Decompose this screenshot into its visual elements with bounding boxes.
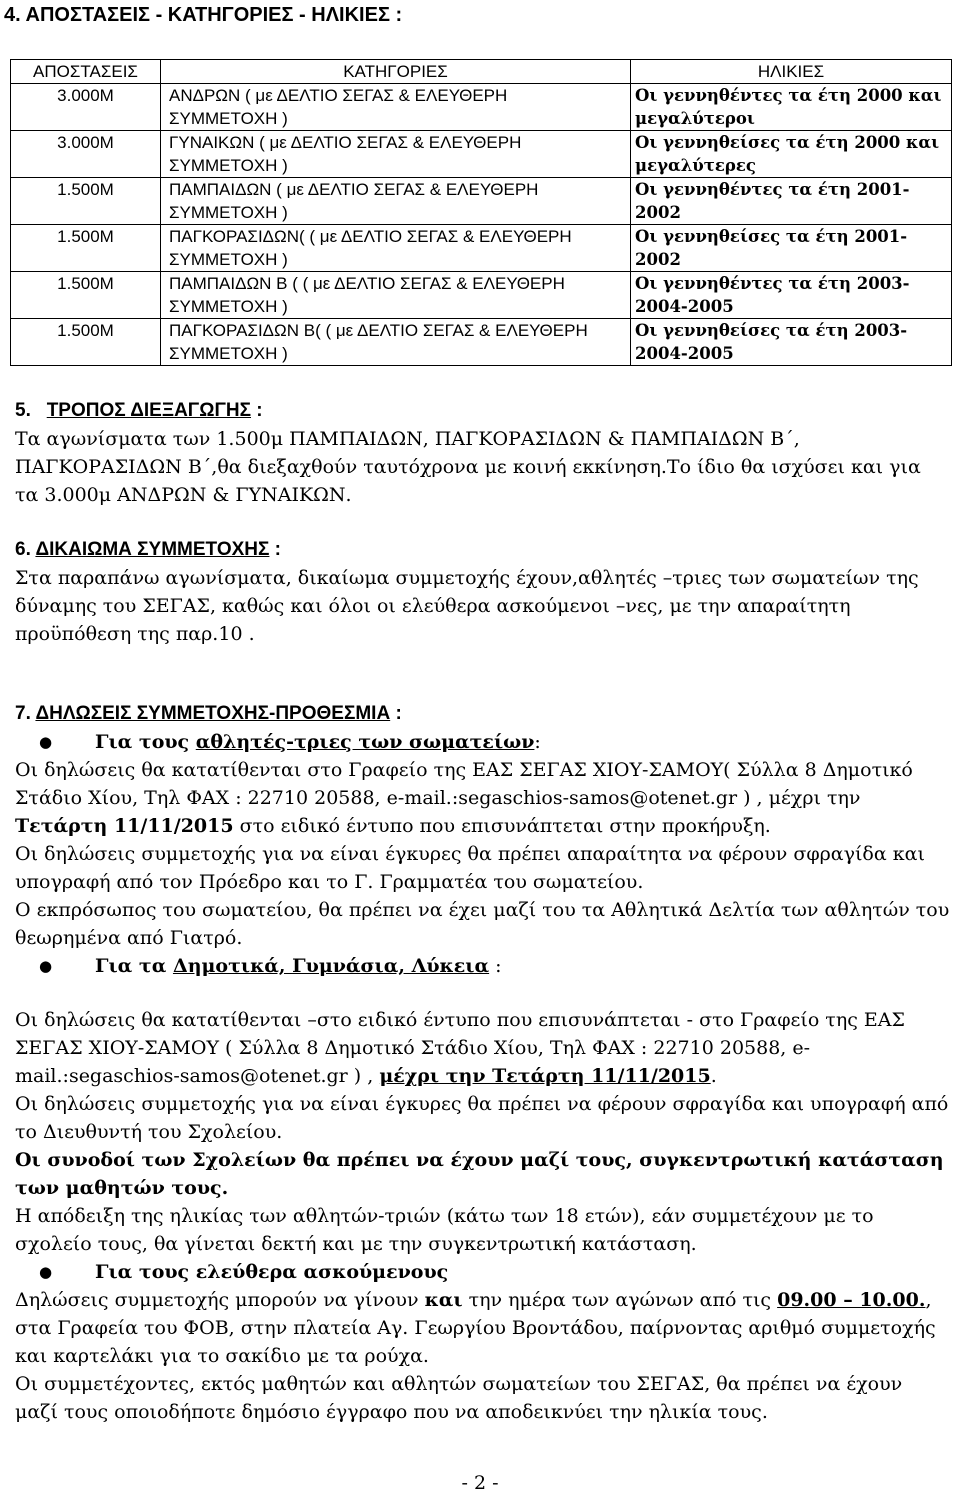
- header-categories: ΚΑΤΗΓΟΡΙΕΣ: [161, 60, 631, 84]
- row-distance: 1.500Μ: [11, 178, 161, 225]
- row-category: ΠΑΜΠΑΙΔΩΝ ( με ΔΕΛΤΙΟ ΣΕΓΑΣ & ΕΛΕΥΘΕΡΗ ΣΥΜΜΕΤΟΧΗ ): [161, 178, 631, 225]
- row-distance: 1.500Μ: [11, 319, 161, 366]
- row-distance: 3.000Μ: [11, 84, 161, 131]
- row-distance: 3.000Μ: [11, 131, 161, 178]
- schools-age-proof-text: Η απόδειξη της ηλικίας των αθλητών-τριών (κάτω των 18 ετών), εάν συμμετέχουν με το σχολείο τους, θα γίνεται δεκτή και με την συγκεντρωτική κατάσταση.: [15, 1205, 874, 1255]
- schools-submission-text: Οι δηλώσεις θα κατατίθενται –στο ειδικό έντυπο που επισυνάπτεται - στο Γραφείο της ΕΑΣ ΣΕΓΑΣ ΧΙΟΥ-ΣΑΜΟΥ ( Σύλλα 8 Δημοτικό Στάδιο Χίου, Τηλ ΦΑΧ : 22710 20588, e-mail.:segaschios-samos@otenet.gr ) , μέχρι την Τετάρτη 11/11/2015.: [15, 1009, 905, 1087]
- free-athletes-id-text: Οι συμμετέχοντες, εκτός μαθητών και αθλητών σωματείων του ΣΕΓΑΣ, θα πρέπει να έχουν μαζί τους οποιοδήποτε δημόσιο έγγραφο που να αποδεικνύει την ηλικία τους.: [15, 1373, 903, 1423]
- row-category: ΑΝΔΡΩΝ ( με ΔΕΛΤΙΟ ΣΕΓΑΣ & ΕΛΕΥΘΕΡΗ ΣΥΜΜΕΤΟΧΗ ): [161, 84, 631, 131]
- table-row: [11, 84, 952, 131]
- section-7: [15, 700, 950, 1426]
- section-6-body: Στα παραπάνω αγωνίσματα, δικαίωμα συμμετοχής έχουν,αθλητές –τριες των σωματείων της δύναμης του ΣΕΓΑΣ, καθώς και όλοι οι ελεύθερα ασκούμενοι –νες, με την απαραίτητη προϋπόθεση της παρ.10 .: [15, 567, 919, 645]
- schools-validity-text: Οι δηλώσεις συμμετοχής για να είναι έγκυρες θα πρέπει να φέρουν σφραγίδα και υπογραφή από το Διευθυντή του Σχολείου.: [15, 1093, 949, 1143]
- schools-deadline: μέχρι την Τετάρτη 11/11/2015: [379, 1065, 711, 1087]
- row-distance: 1.500Μ: [11, 225, 161, 272]
- table-row: [11, 178, 952, 225]
- row-ages: Οι γεννηθείσες τα έτη 2003- 2004-2005: [631, 319, 952, 366]
- row-ages: Οι γεννηθέντες τα έτη 2000 και μεγαλύτεροι: [631, 84, 952, 131]
- clubs-deadline: Τετάρτη 11/11/2015: [15, 815, 234, 837]
- row-category: ΓΥΝΑΙΚΩΝ ( με ΔΕΛΤΙΟ ΣΕΓΑΣ & ΕΛΕΥΘΕΡΗ ΣΥΜΜΕΤΟΧΗ ): [161, 131, 631, 178]
- section-5-heading: 5. ΤΡΟΠΟΣ ΔΙΕΞΑΓΩΓΗΣ :: [15, 400, 263, 421]
- table-row: [11, 272, 952, 319]
- free-athletes-text: Δηλώσεις συμμετοχής μπορούν να γίνουν και την ημέρα των αγώνων από τις 09.00 – 10.00., στα Γραφεία του ΦΟΒ, στην πλατεία Αγ. Γεωργίου Βροντάδου, παίρνοντας αριθμό συμμετοχής και καρτελάκι για το σακίδιο με τα ρούχα.: [15, 1289, 936, 1367]
- clubs-validity-text: Οι δηλώσεις συμμετοχής για να είναι έγκυρες θα πρέπει απαραίτητα να φέρουν σφραγίδα και υπογραφή από τον Πρόεδρο και το Γ. Γραμματέα του σωματείου.: [15, 843, 925, 893]
- table-row: [11, 319, 952, 366]
- row-ages: Οι γεννηθείσες τα έτη 2000 και μεγαλύτερες: [631, 131, 952, 178]
- row-category: ΠΑΓΚΟΡΑΣΙΔΩΝ( ( με ΔΕΛΤΙΟ ΣΕΓΑΣ & ΕΛΕΥΘΕΡΗ ΣΥΜΜΕΤΟΧΗ ): [161, 225, 631, 272]
- row-category: ΠΑΜΠΑΙΔΩΝ Β ( ( με ΔΕΛΤΙΟ ΣΕΓΑΣ & ΕΛΕΥΘΕΡΗ ΣΥΜΜΕΤΟΧΗ ): [161, 272, 631, 319]
- section-5: [15, 397, 950, 509]
- section-6-heading: 6. ΔΙΚΑΙΩΜΑ ΣΥΜΜΕΤΟΧΗΣ :: [15, 539, 282, 560]
- header-ages: ΗΛΙΚΙΕΣ: [631, 60, 952, 84]
- section-7-heading: 7. ΔΗΛΩΣΕΙΣ ΣΥΜΜΕΤΟΧΗΣ-ΠΡΟΘΕΣΜΙΑ :: [15, 703, 402, 724]
- header-distances: ΑΠΟΣΤΑΣΕΙΣ: [11, 60, 161, 84]
- clubs-submission-text: Οι δηλώσεις θα κατατίθενται στο Γραφείο της ΕΑΣ ΣΕΓΑΣ ΧΙΟΥ-ΣΑΜΟΥ( Σύλλα 8 Δημοτικό Στάδιο Χίου, Τηλ ΦΑΧ : 22710 20588, e-mail.:segaschios-samos@otenet.gr ) , μέχρι την Τετάρτη 11/11/2015 στο ειδικό έντυπο που επισυνάπτεται στην προκήρυξη.: [15, 759, 913, 837]
- row-category: ΠΑΓΚΟΡΑΣΙΔΩΝ Β( ( με ΔΕΛΤΙΟ ΣΕΓΑΣ & ΕΛΕΥΘΕΡΗ ΣΥΜΜΕΤΟΧΗ ): [161, 319, 631, 366]
- page-number: - 2 -: [461, 1472, 499, 1494]
- row-ages: Οι γεννηθέντες τα έτη 2003- 2004-2005: [631, 272, 952, 319]
- clubs-representative-text: Ο εκπρόσωπος του σωματείου, θα πρέπει να έχει μαζί του τα Αθλητικά Δελτία των αθλητών του θεωρημένα από Γιατρό.: [15, 899, 950, 949]
- row-ages: Οι γεννηθείσες τα έτη 2001- 2002: [631, 225, 952, 272]
- schools-escort-text: Οι συνοδοί των Σχολείων θα πρέπει να έχουν μαζί τους, συγκεντρωτική κατάσταση των μαθητών τους.: [15, 1149, 944, 1199]
- section-6: [15, 536, 950, 648]
- row-ages: Οι γεννηθέντες τα έτη 2001- 2002: [631, 178, 952, 225]
- schools-bullet: ● Για τα Δημοτικά, Γυμνάσια, Λύκεια :: [15, 952, 950, 980]
- clubs-bullet: ● Για τους αθλητές-τριες των σωματείων:: [15, 728, 950, 756]
- section-5-body: Τα αγωνίσματα των 1.500μ ΠΑΜΠΑΙΔΩΝ, ΠΑΓΚΟΡΑΣΙΔΩΝ & ΠΑΜΠΑΙΔΩΝ Β΄, ΠΑΓΚΟΡΑΣΙΔΩΝ Β΄,θα διεξαχθούν ταυτόχρονα με κοινή εκκίνηση.Το ίδιο θα ισχύσει και για τα 3.000μ ΑΝΔΡΩΝ & ΓΥΝΑΙΚΩΝ.: [15, 428, 921, 506]
- table-row: [11, 131, 952, 178]
- free-athletes-bullet: ● Για τους ελεύθερα ασκούμενους: [15, 1258, 950, 1286]
- row-distance: 1.500Μ: [11, 272, 161, 319]
- section-4-heading: 4. ΑΠΟΣΤΑΣΕΙΣ - ΚΑΤΗΓΟΡΙΕΣ - ΗΛΙΚΙΕΣ :: [4, 4, 403, 26]
- table-header-row: [11, 60, 952, 84]
- table-row: [11, 225, 952, 272]
- events-table: [10, 59, 952, 366]
